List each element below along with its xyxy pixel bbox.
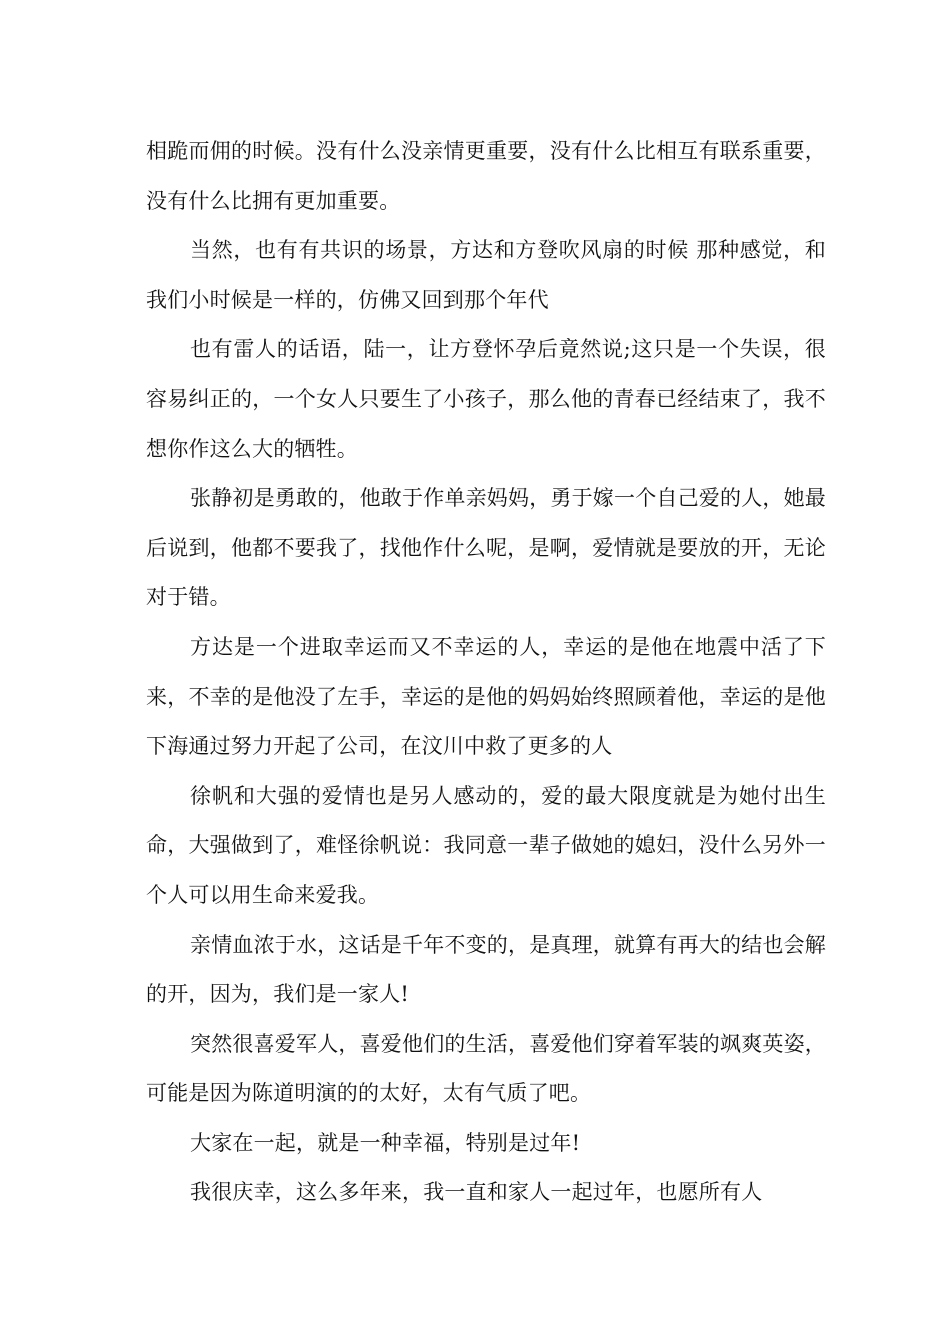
paragraph-6: 徐帆和大强的爱情也是另人感动的，爱的最大限度就是为她付出生命，大强做到了，难怪徐帆说：我同意一辈子做她的媳妇，没什么另外一个人可以用生命来爱我。	[146, 783, 826, 907]
paragraph-4: 张静初是勇敢的，他敢于作单亲妈妈，勇于嫁一个自己爱的人，她最后说到，他都不要我了，找他作什么呢，是啊，爱情就是要放的开，无论对于错。	[146, 486, 826, 610]
paragraph-3: 也有雷人的话语，陆一，让方登怀孕后竟然说;这只是一个失误，很容易纠正的，一个女人只要生了小孩子，那么他的青春已经结束了，我不想你作这么大的牺牲。	[146, 337, 826, 461]
paragraph-10: 我很庆幸，这么多年来，我一直和家人一起过年，也愿所有人	[190, 1180, 763, 1205]
paragraph-5: 方达是一个进取幸运而又不幸运的人，幸运的是他在地震中活了下来，不幸的是他没了左手，幸运的是他的妈妈始终照顾着他，幸运的是他下海通过努力开起了公司，在汶川中救了更多的人	[146, 634, 826, 759]
paragraph-1: 相跪而佣的时候。没有什么没亲情更重要，没有什么比相互有联系重要，没有什么比拥有更加重要。	[146, 139, 826, 213]
paragraph-9: 大家在一起，就是一种幸福，特别是过年!	[190, 1130, 581, 1155]
paragraph-7: 亲情血浓于水，这话是千年不变的，是真理，就算有再大的结也会解的开，因为，我们是一家人!	[146, 932, 826, 1007]
paragraph-2: 当然，也有有共识的场景，方达和方登吹风扇的时候 那种感觉，和我们小时候是一样的，仿佛又回到那个年代	[146, 238, 826, 312]
document-body	[146, 127, 826, 1218]
paragraph-8: 突然很喜爱军人，喜爱他们的生活，喜爱他们穿着军装的飒爽英姿，可能是因为陈道明演的的太好，太有气质了吧。	[146, 1031, 826, 1106]
